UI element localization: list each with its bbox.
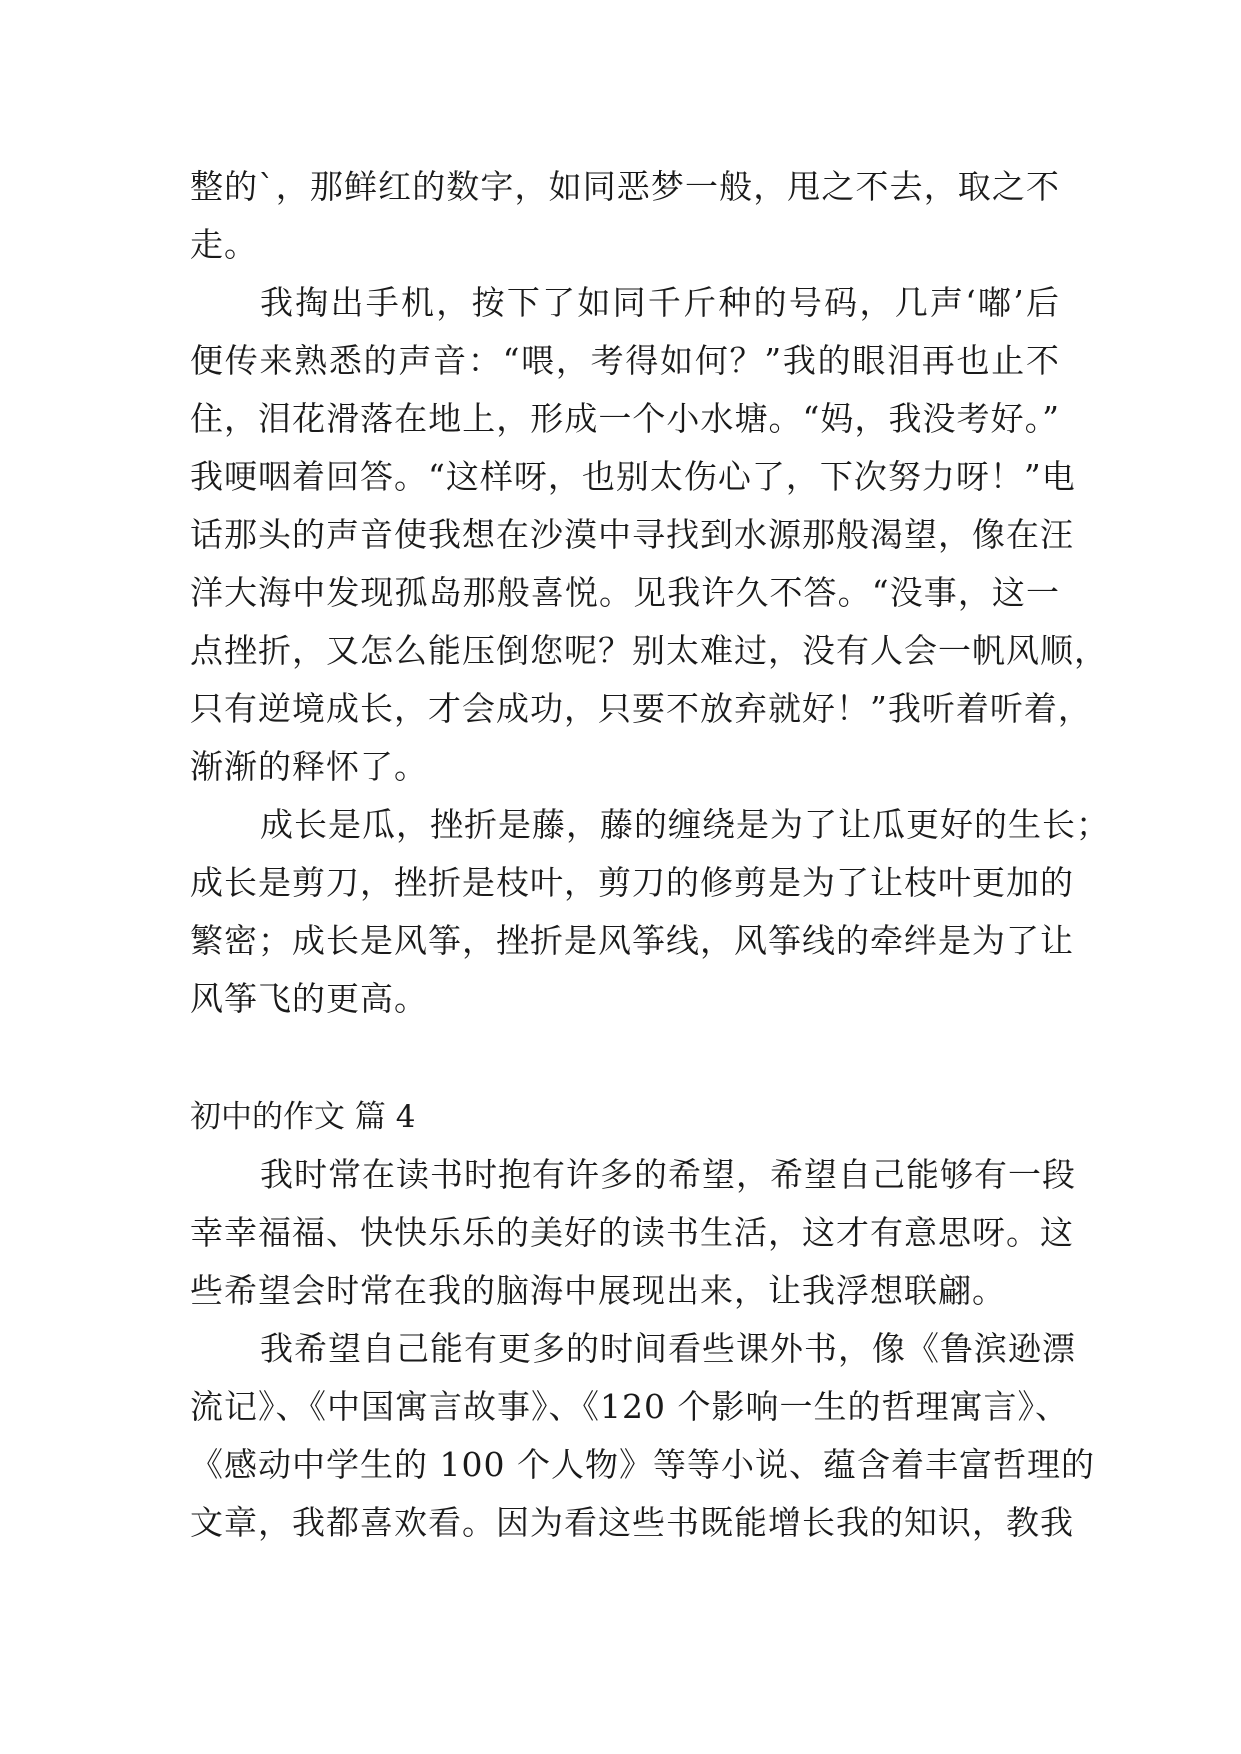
text-line: 流记》、《中国寓言故事》、《120 个影响一生的哲理寓言》、 — [190, 1387, 1069, 1426]
text-line: 走。 — [190, 225, 258, 264]
text-line: 渐渐的释怀了。 — [190, 747, 428, 786]
text-line: 繁密；成长是风筝，挫折是风筝线，风筝线的牵绊是为了让 — [190, 921, 1074, 960]
paragraph — [190, 274, 1108, 796]
text-line: 便传来熟悉的声音：“喂，考得如何？”我的眼泪再也止不 — [190, 341, 1060, 380]
document-page — [190, 158, 1110, 1552]
text-line: 《感动中学生的 100 个人物》等等小说、蕴含着丰富哲理的 — [190, 1445, 1095, 1484]
text-line: 洋大海中发现孤岛那般喜悦。见我许久不答。“没事，这一 — [190, 573, 1060, 612]
text-line: 我时常在读书时抱有许多的希望，希望自己能够有一段 — [260, 1155, 1076, 1194]
text-line: 成长是瓜，挫折是藤，藤的缠绕是为了让瓜更好的生长； — [260, 805, 1110, 844]
text-line: 整的`，那鲜红的数字，如同恶梦一般，甩之不去，取之不 — [190, 167, 1060, 206]
text-line: 我哽咽着回答。“这样呀，也别太伤心了，下次努力呀！”电 — [190, 457, 1076, 496]
text-line: 点挫折，又怎么能压倒您呢？别太难过，没有人会一帆风顺， — [190, 631, 1108, 670]
text-line: 住，泪花滑落在地上，形成一个小水塘。“妈，我没考好。” — [190, 399, 1060, 438]
text-line: 文章，我都喜欢看。因为看这些书既能增长我的知识，教我 — [190, 1503, 1074, 1542]
text-line: 我希望自己能有更多的时间看些课外书，像《鲁滨逊漂 — [260, 1329, 1076, 1368]
text-line: 成长是剪刀，挫折是枝叶，剪刀的修剪是为了让枝叶更加的 — [190, 863, 1074, 902]
text-line: 风筝飞的更高。 — [190, 979, 428, 1018]
text-line: 我掏出手机，按下了如同千斤种的号码，几声‘嘟’后 — [260, 283, 1060, 322]
text-line: 幸幸福福、快快乐乐的美好的读书生活，这才有意思呀。这 — [190, 1213, 1074, 1252]
section-heading: 初中的作文 篇 4 — [190, 1099, 416, 1135]
text-line: 些希望会时常在我的脑海中展现出来，让我浮想联翩。 — [190, 1271, 1006, 1310]
paragraph — [190, 158, 1060, 274]
paragraph — [190, 1146, 1076, 1320]
paragraph — [190, 1320, 1095, 1552]
paragraph — [190, 796, 1110, 1028]
section-spacer — [190, 1028, 1060, 1088]
text-line: 话那头的声音使我想在沙漠中寻找到水源那般渴望，像在汪 — [190, 515, 1074, 554]
text-line: 只有逆境成长，才会成功，只要不放弃就好！”我听着听着， — [190, 689, 1092, 728]
